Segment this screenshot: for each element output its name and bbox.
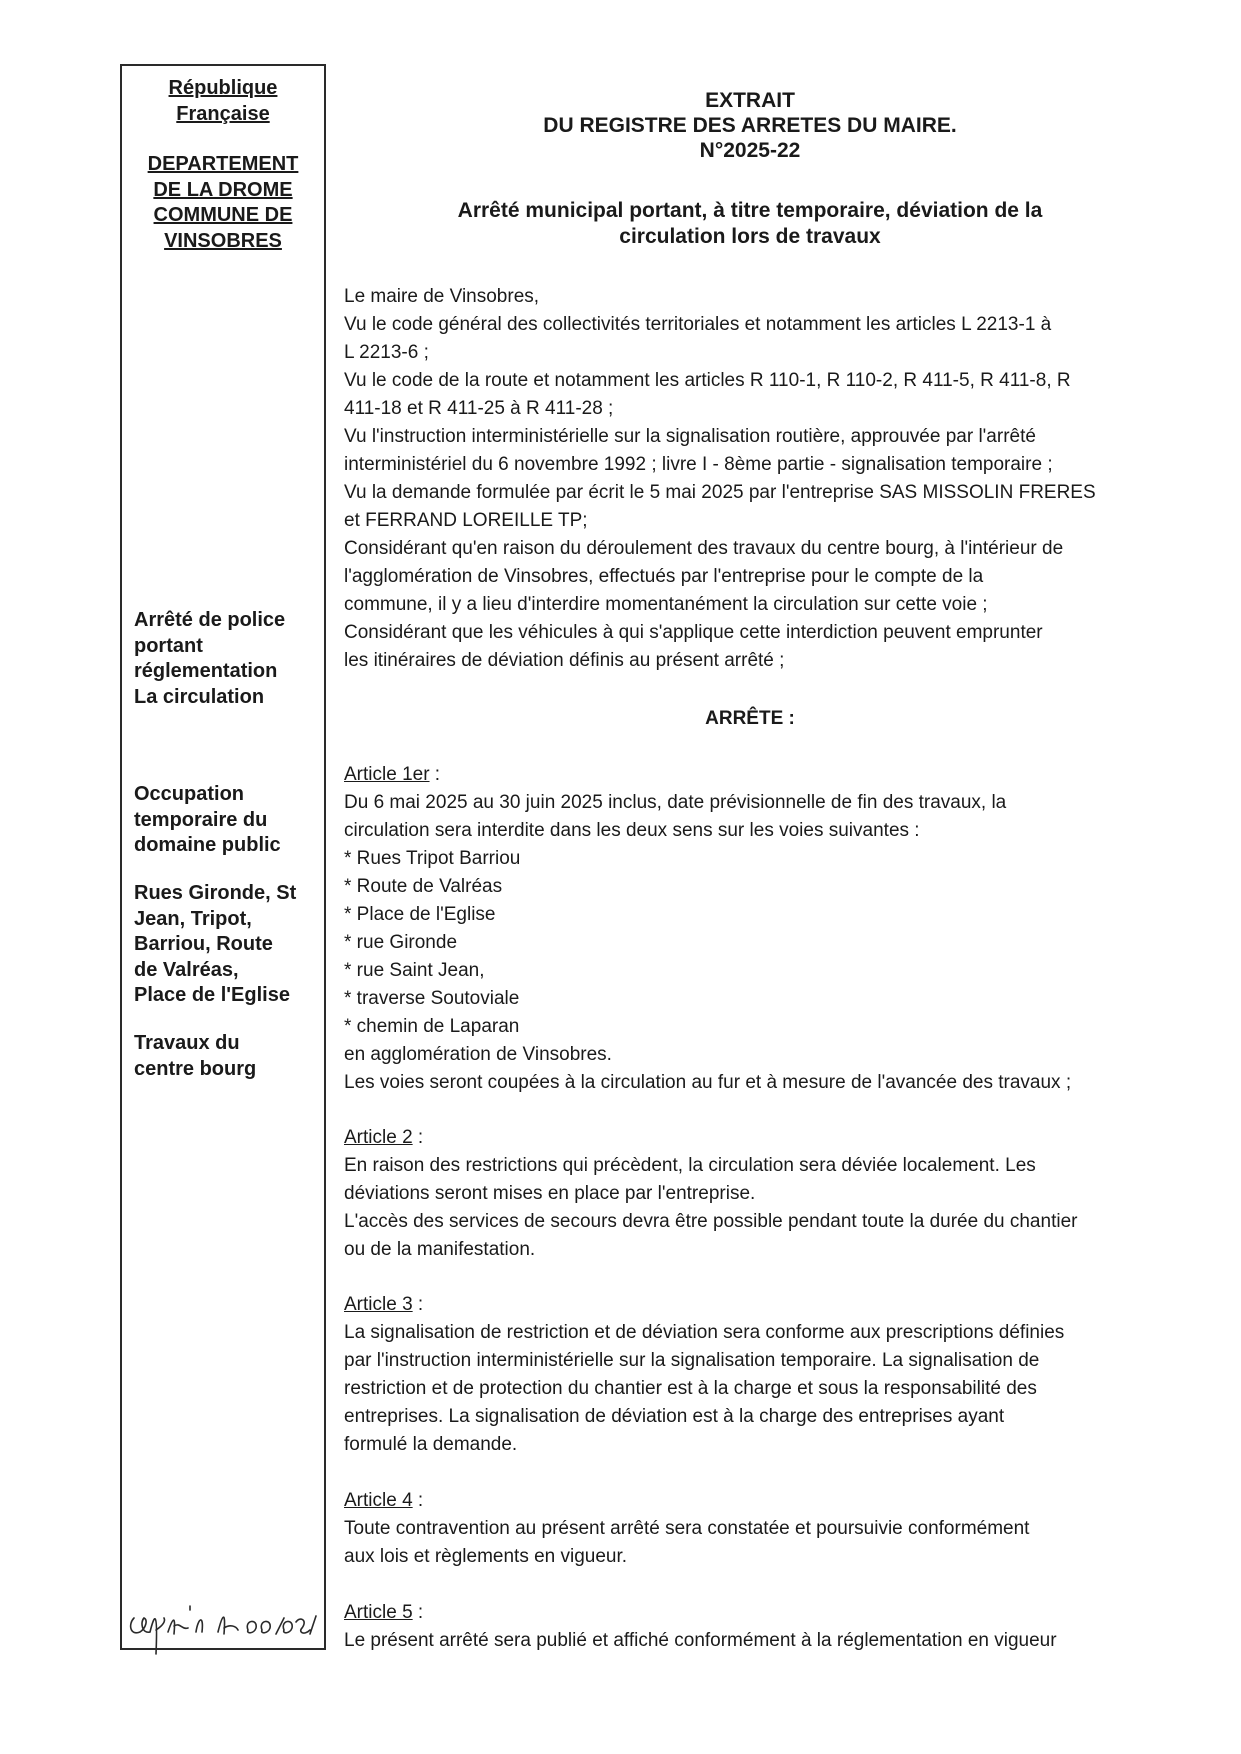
article-heading: Article 4 [344, 1490, 413, 1511]
preamble-line: et FERRAND LOREILLE TP; [344, 510, 588, 531]
article-line: * traverse Soutoviale [344, 988, 520, 1009]
arrete-line: La circulation [134, 685, 265, 708]
article-line: * rue Saint Jean, [344, 960, 485, 981]
occupation-block [134, 782, 322, 859]
dept-line: VINSOBRES [164, 229, 282, 252]
article-line: Le présent arrêté sera publié et affiché conformément à la réglementation en vigueur [344, 1630, 1057, 1651]
rues-line: de Valréas, [134, 958, 239, 981]
travaux-line: centre bourg [134, 1057, 257, 1080]
dept-line: DE LA DROME [153, 178, 293, 201]
document-header [370, 88, 1130, 163]
occupation-line: temporaire du [134, 808, 268, 831]
article-colon: : [412, 1490, 424, 1511]
article-line: * Place de l'Eglise [344, 904, 496, 925]
article-line: ou de la manifestation. [344, 1239, 536, 1260]
preamble [344, 283, 1164, 675]
article-line: L'accès des services de secours devra être possible pendant toute la durée du chantier [344, 1211, 1078, 1232]
arrete-number: N°2025-22 [699, 139, 801, 162]
preamble-line: Vu le code général des collectivités territoriales et notamment les articles L 2213-1 à [344, 314, 1052, 335]
occupation-line: domaine public [134, 834, 281, 856]
arrete-line: réglementation [134, 660, 278, 682]
arrete-line: Arrêté de police [134, 609, 286, 631]
republique-francaise [122, 76, 324, 127]
dept-line: DEPARTEMENT [147, 153, 299, 175]
article-5 [344, 1599, 1164, 1655]
article-colon: : [412, 1294, 424, 1315]
article-4 [344, 1487, 1164, 1571]
article-line: en agglomération de Vinsobres. [344, 1044, 612, 1065]
travaux-block [134, 1031, 322, 1082]
preamble-line: Considérant qu'en raison du déroulement des travaux du centre bourg, à l'intérieur de [344, 538, 1064, 559]
title-line: circulation lors de travaux [619, 225, 881, 248]
article-2 [344, 1124, 1164, 1264]
preamble-line: Vu l'instruction interministérielle sur la signalisation routière, approuvée par l'arrêté [344, 426, 1036, 447]
article-line: * Route de Valréas [344, 876, 503, 897]
rues-line: Place de l'Eglise [134, 984, 290, 1006]
article-line: aux lois et règlements en vigueur. [344, 1546, 628, 1567]
dept-line: COMMUNE DE [153, 204, 293, 226]
article-line: * rue Gironde [344, 932, 458, 953]
article-line: restriction et de protection du chantier est à la charge et sous la responsabilité des [344, 1378, 1037, 1399]
registre-heading: DU REGISTRE DES ARRETES DU MAIRE. [543, 114, 957, 137]
article-line: La signalisation de restriction et de déviation sera conforme aux prescriptions définies [344, 1322, 1065, 1343]
article-line: circulation sera interdite dans les deux sens sur les voies suivantes : [344, 820, 920, 841]
preamble-line: l'agglomération de Vinsobres, effectués par l'entreprise pour le compte de la [344, 566, 984, 587]
preamble-line: Vu la demande formulée par écrit le 5 mai 2025 par l'entreprise SAS MISSOLIN FRERES [344, 482, 1096, 503]
article-line: Les voies seront coupées à la circulation au fur et à mesure de l'avancée des travaux ; [344, 1072, 1072, 1093]
article-line: Du 6 mai 2025 au 30 juin 2025 inclus, date prévisionnelle de fin des travaux, la [344, 792, 1007, 813]
article-line: par l'instruction interministérielle sur la signalisation temporaire. La signalisation de [344, 1350, 1040, 1371]
rues-line: Barriou, Route [134, 933, 273, 955]
preamble-line: les itinéraires de déviation définis au présent arrêté ; [344, 650, 785, 671]
preamble-line: interministériel du 6 novembre 1992 ; livre I - 8ème partie - signalisation temporaire ; [344, 454, 1053, 475]
travaux-line: Travaux du [134, 1032, 240, 1054]
sidebar-box [120, 64, 326, 1650]
preamble-line: L 2213-6 ; [344, 342, 429, 363]
occupation-line: Occupation [134, 783, 245, 805]
rues-line: Rues Gironde, St [134, 882, 297, 904]
preamble-line: Considérant que les véhicules à qui s'applique cette interdiction peuvent emprunter [344, 622, 1043, 643]
article-3 [344, 1291, 1164, 1459]
handwritten-signature [126, 1596, 322, 1656]
preamble-line: commune, il y a lieu d'interdire momentanément la circulation sur cette voie ; [344, 594, 988, 615]
article-colon: : [429, 764, 441, 785]
article-1 [344, 761, 1164, 1097]
article-heading: Article 2 [344, 1127, 413, 1148]
article-line: déviations seront mises en place par l'entreprise. [344, 1183, 756, 1204]
article-line: formulé la demande. [344, 1434, 518, 1455]
rues-line: Jean, Tripot, [134, 907, 252, 930]
article-heading: Article 3 [344, 1294, 413, 1315]
extrait-heading: EXTRAIT [705, 89, 795, 112]
arrete-label: ARRÊTE : [705, 708, 795, 729]
title-line: Arrêté municipal portant, à titre temporaire, déviation de la [457, 199, 1043, 222]
preamble-line: Vu le code de la route et notamment les articles R 110-1, R 110-2, R 411-5, R 411-8, R [344, 370, 1071, 391]
preamble-line: 411-18 et R 411-25 à R 411-28 ; [344, 398, 614, 419]
republique-label: République [168, 77, 278, 99]
article-line: * Rues Tripot Barriou [344, 848, 521, 869]
document-title [370, 198, 1130, 250]
article-colon: : [412, 1602, 424, 1623]
article-line: En raison des restrictions qui précèdent, la circulation sera déviée localement. Les [344, 1155, 1036, 1176]
article-line: * chemin de Laparan [344, 1016, 520, 1037]
francaise-label: Française [176, 102, 270, 125]
article-colon: : [412, 1127, 424, 1148]
preamble-line: Le maire de Vinsobres, [344, 286, 540, 307]
arrete-police-block [134, 608, 322, 710]
arrete-line: portant [134, 634, 203, 657]
department-commune [122, 152, 324, 254]
article-heading: Article 1er [344, 764, 430, 785]
article-heading: Article 5 [344, 1602, 413, 1623]
article-line: entreprises. La signalisation de déviation est à la charge des entreprises ayant [344, 1406, 1005, 1427]
rues-block [134, 881, 322, 1009]
article-line: Toute contravention au présent arrêté sera constatée et poursuivie conformément [344, 1518, 1030, 1539]
